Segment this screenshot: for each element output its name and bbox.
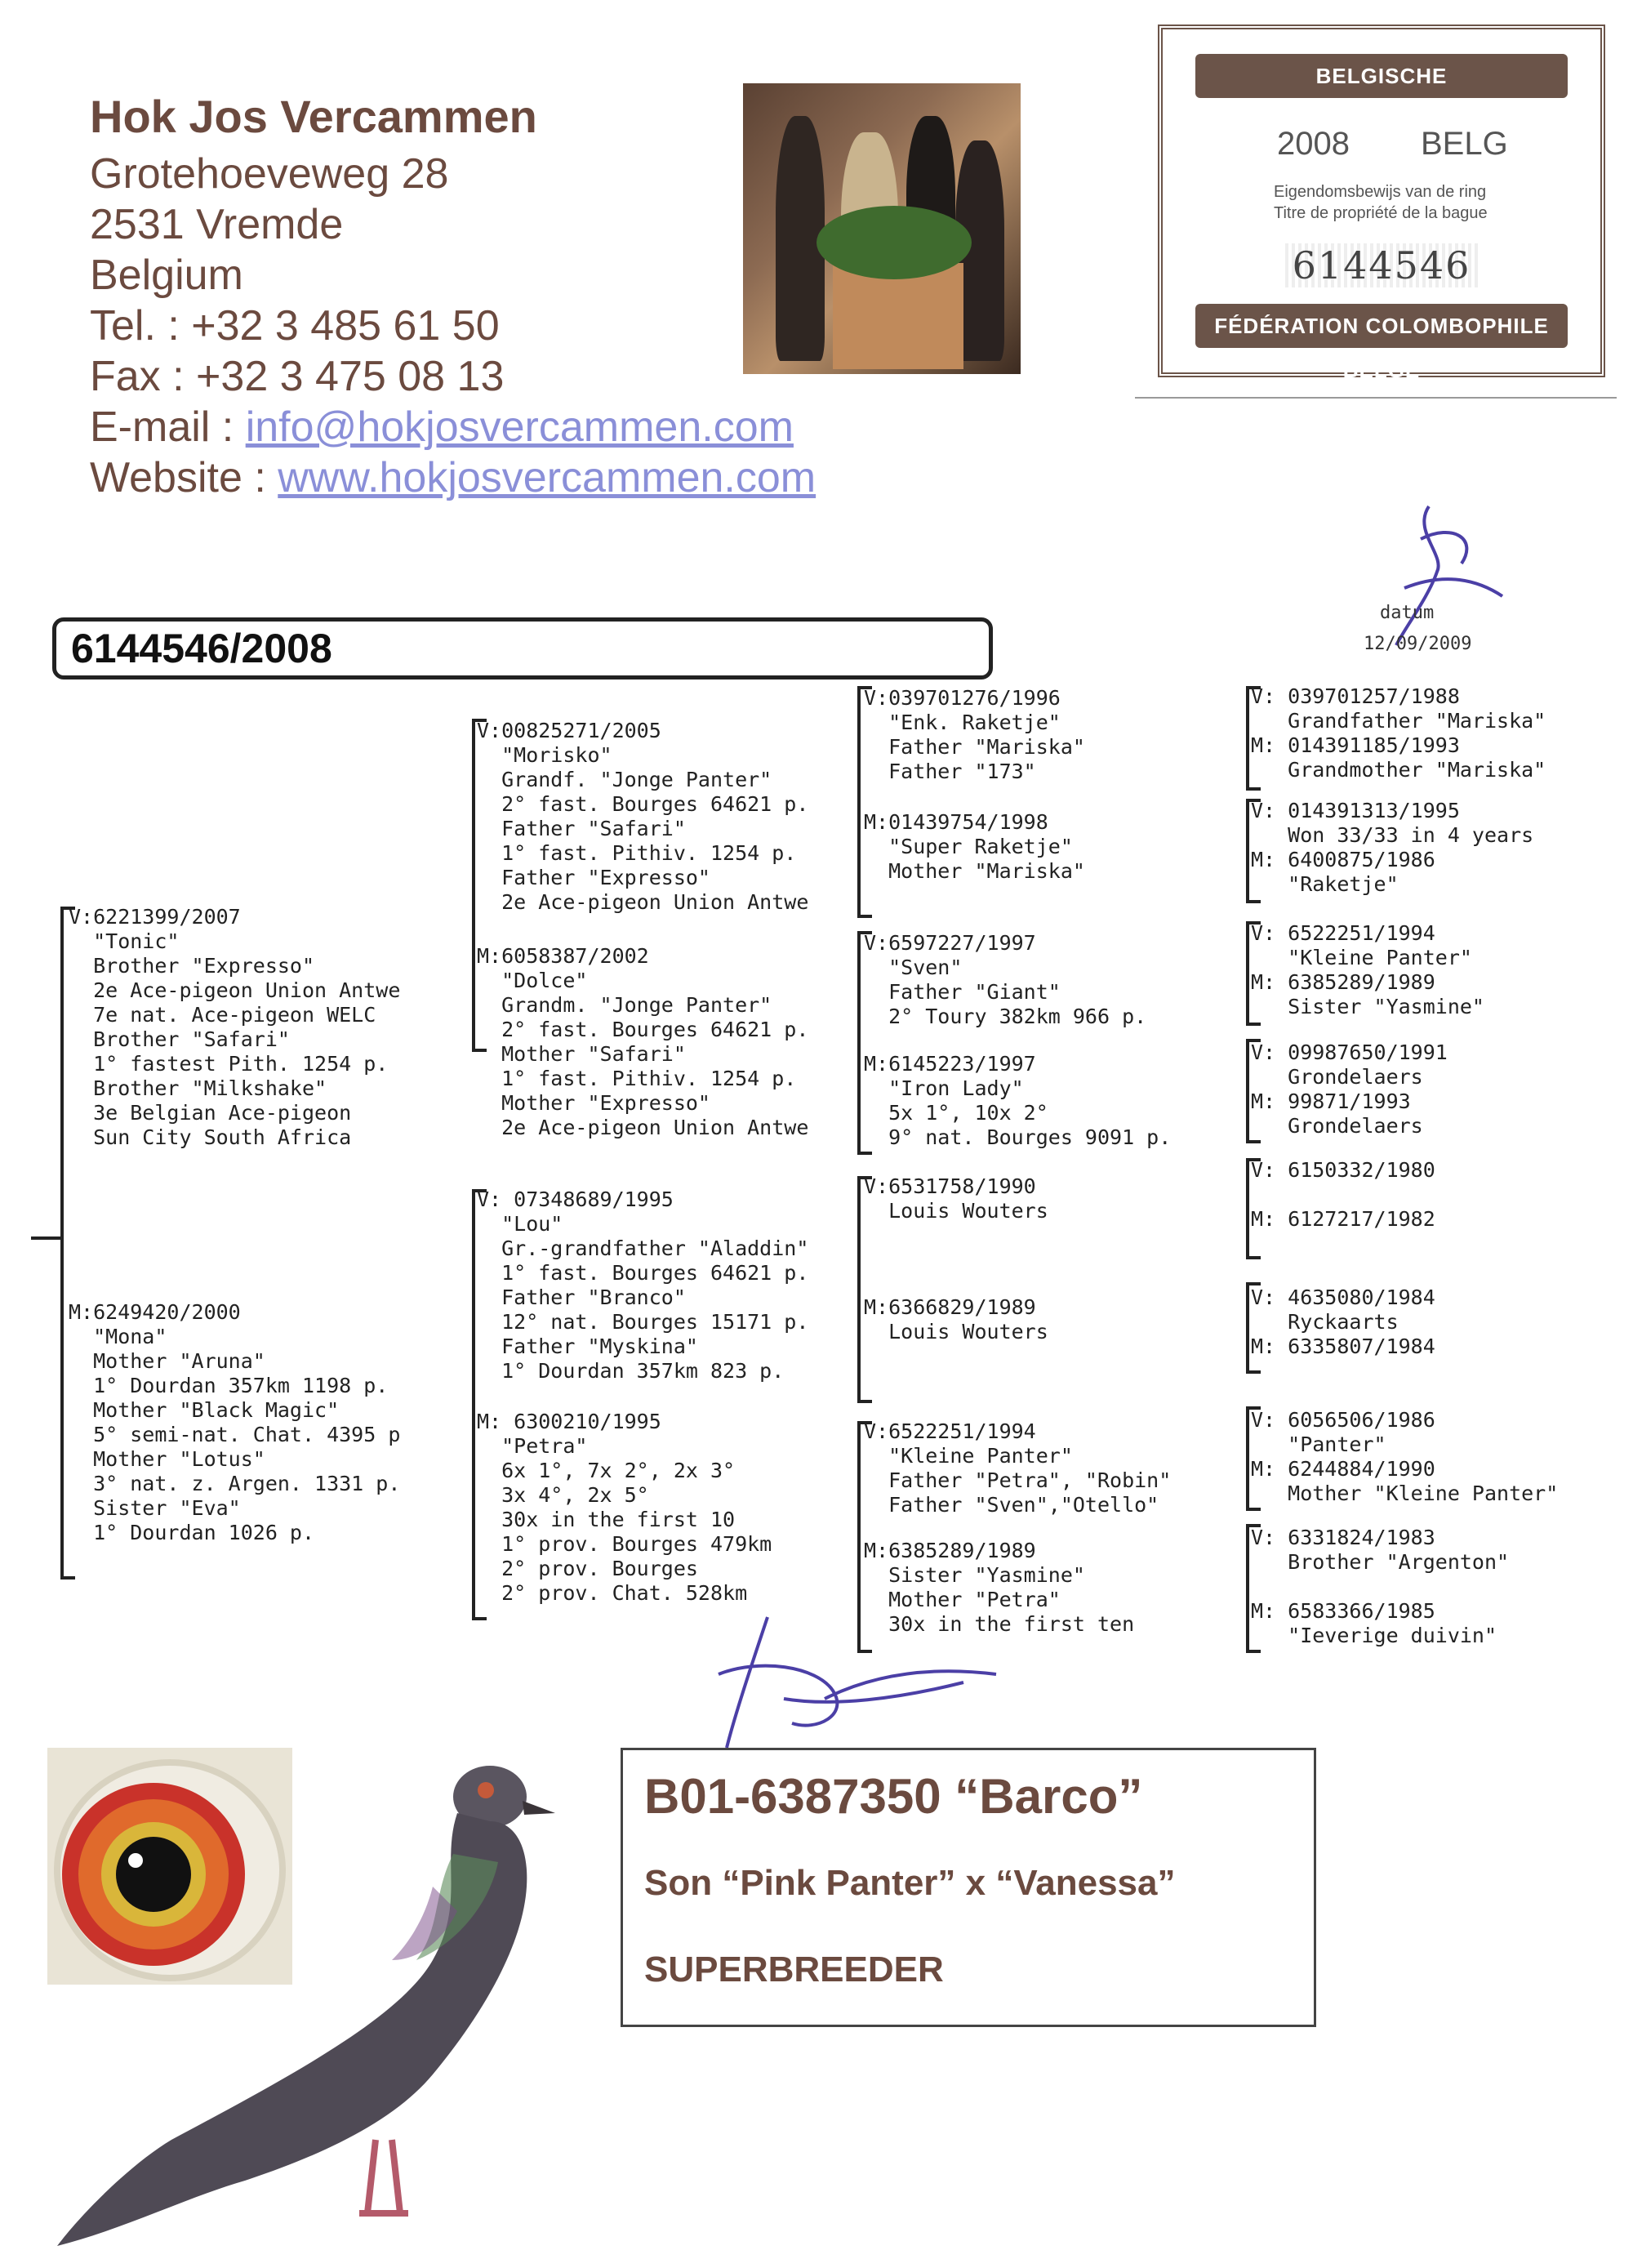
gen3-vmm: M:6145223/1997 "Iron Lady" 5x 1°, 10x 2° 9° nat. Bourges 9091 p. bbox=[864, 1052, 1172, 1149]
certificate-year: 2008 bbox=[1277, 126, 1350, 162]
property-line-1: Eigendomsbewijs van de ring bbox=[1274, 183, 1487, 201]
gen2-mother-dam: M: 6300210/1995 "Petra" 6x 1°, 7x 2°, 2x 3° 3x 4°, 2x 5° 30x in the first 10 1° prov. Bourges 479km 2° prov. Bourges 2° prov. Chat. 528km bbox=[477, 1410, 772, 1605]
gen2-mother-sire: V: 07348689/1995 "Lou" Gr.-grandfather "Aladdin" 1° fast. Bourges 64621 p. Father "Branco" 12° nat. Bourges 15171 p. Father "Myskina" 1° Dourdan 357km 823 p. bbox=[477, 1187, 809, 1383]
pigeon-photo bbox=[49, 1756, 621, 2262]
gen2-father-dam: M:6058387/2002 "Dolce" Grandm. "Jonge Panter" 2° fast. Bourges 64621 p. Mother "Safari" 1° fast. Pithiv. 1254 p. Mother "Expresso" 2e Ace-pigeon Union Antwe bbox=[477, 944, 809, 1139]
gen3-mvm: M:6366829/1989 Louis Wouters bbox=[864, 1295, 1048, 1343]
certificate-ring-number: 6144546 bbox=[1285, 243, 1478, 287]
gen1-father: V:6221399/2007 "Tonic" Brother "Expresso" 2e Ace-pigeon Union Antwe 7e nat. Ace-pigeon WELC Brother "Safari" 1° fastest Pith. 1254 p. Brother "Milkshake" 3e Belgian Ace-pigeon Sun City South Africa bbox=[69, 905, 401, 1149]
signature-bottom bbox=[686, 1601, 1029, 1764]
gen4-group-1: V: 039701257/1988 Grandfather "Mariska" M: 014391185/1993 Grandmother "Mariska" bbox=[1251, 684, 1546, 782]
gen3-vvv: V:039701276/1996 "Enk. Raketje" Father "Mariska" Father "173" bbox=[864, 686, 1085, 783]
email-link[interactable]: info@hokjosvercammen.com bbox=[245, 403, 794, 451]
fax: Fax : +32 3 475 08 13 bbox=[90, 353, 505, 400]
gen3-vmv: V:6597227/1997 "Sven" Father "Giant" 2° Toury 382km 966 p. bbox=[864, 931, 1147, 1028]
sire-parents: Son “Pink Panter” x “Vanessa” bbox=[644, 1863, 1176, 1903]
gen2-father-sire: V:00825271/2005 "Morisko" Grandf. "Jonge Panter" 2° fast. Bourges 64621 p. Father "Safari" 1° fast. Pithiv. 1254 p. Father "Expresso" 2e Ace-pigeon Union Antwe bbox=[477, 719, 809, 914]
email-line bbox=[90, 402, 794, 452]
gen3-vvm: M:01439754/1998 "Super Raketje" Mother "Mariska" bbox=[864, 810, 1085, 883]
gen4-group-8: V: 6331824/1983 Brother "Argenton" M: 6583366/1985 "Ieverige duivin" bbox=[1251, 1526, 1510, 1647]
subject-connector bbox=[31, 1236, 64, 1240]
gen4-group-6: V: 4635080/1984 Ryckaarts M: 6335807/1984 bbox=[1251, 1285, 1435, 1358]
gen1-mother: M:6249420/2000 "Mona" Mother "Aruna" 1° Dourdan 357km 1198 p. Mother "Black Magic" 5° semi-nat. Chat. 4395 p Mother "Lotus" 3° nat. z. Argen. 1331 p. Sister "Eva" 1° Dourdan 1026 p. bbox=[69, 1300, 401, 1544]
gen4-group-3: V: 6522251/1994 "Kleine Panter" M: 6385289/1989 Sister "Yasmine" bbox=[1251, 921, 1484, 1018]
ring-number-title: 6144546/2008 bbox=[71, 626, 332, 671]
sire-title: SUPERBREEDER bbox=[644, 1949, 944, 1990]
gen3-mmv: V:6522251/1994 "Kleine Panter" Father "Petra", "Robin" Father "Sven","Otello" bbox=[864, 1419, 1172, 1517]
gen4-group-7: V: 6056506/1986 "Panter" M: 6244884/1990 Mother "Kleine Panter" bbox=[1251, 1408, 1559, 1505]
city: 2531 Vremde bbox=[90, 201, 344, 248]
ring-certificate bbox=[1158, 25, 1605, 382]
certificate-bottom-band: FÉDÉRATION COLOMBOPHILE BELGE bbox=[1195, 304, 1568, 348]
signature-date: 12/09/2009 bbox=[1364, 634, 1472, 654]
certificate-country: BELG bbox=[1421, 126, 1508, 162]
award-photo bbox=[743, 83, 1021, 374]
certificate-underline bbox=[1135, 397, 1617, 399]
website-label: Website : bbox=[90, 454, 278, 501]
website-link[interactable]: www.hokjosvercammen.com bbox=[278, 454, 816, 501]
website-line bbox=[90, 452, 816, 503]
sire-name: B01-6387350 “Barco” bbox=[644, 1769, 1143, 1824]
signature-date-label: datum bbox=[1380, 603, 1435, 623]
telephone: Tel. : +32 3 485 61 50 bbox=[90, 302, 500, 350]
certificate-property bbox=[1274, 181, 1488, 224]
certificate-top-band: BELGISCHE DUIVENLIEFHEBBERSBOND bbox=[1195, 54, 1568, 98]
ring-number-box bbox=[52, 617, 993, 680]
country: Belgium bbox=[90, 252, 243, 299]
street-address: Grotehoeveweg 28 bbox=[90, 150, 449, 198]
email-label: E-mail : bbox=[90, 403, 246, 451]
property-line-2: Titre de propriété de la bague bbox=[1274, 204, 1488, 222]
gen3-mmm: M:6385289/1989 Sister "Yasmine" Mother "Petra" 30x in the first ten bbox=[864, 1539, 1135, 1636]
gen4-group-2: V: 014391313/1995 Won 33/33 in 4 years M: 6400875/1986 "Raketje" bbox=[1251, 799, 1534, 896]
gen3-mvv: V:6531758/1990 Louis Wouters bbox=[864, 1174, 1048, 1223]
gen4-group-4: V: 09987650/1991 Grondelaers M: 99871/1993 Grondelaers bbox=[1251, 1040, 1448, 1138]
signature-top bbox=[1339, 490, 1527, 653]
sire-info-box bbox=[621, 1748, 1316, 2027]
gen4-group-5: V: 6150332/1980 M: 6127217/1982 bbox=[1251, 1158, 1435, 1231]
loft-name: Hok Jos Vercammen bbox=[90, 91, 537, 142]
